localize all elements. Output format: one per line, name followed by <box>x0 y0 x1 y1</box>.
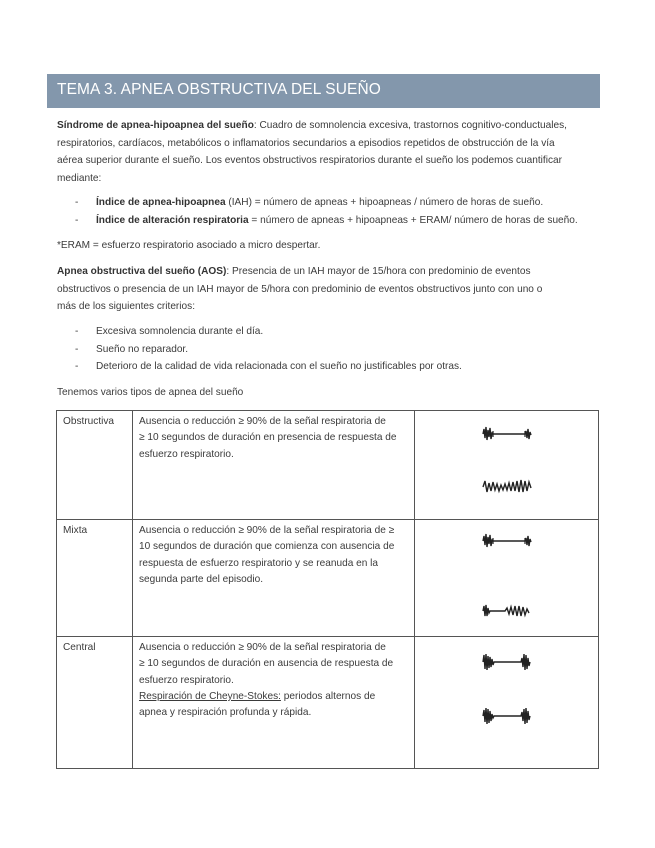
waveform-cell <box>415 411 599 520</box>
description-line: esfuerzo respiratorio. <box>139 448 234 460</box>
intro-line: : Cuadro de somnolencia excesiva, trastornos cognitivo-conductuales, <box>253 120 567 131</box>
list-dash: - <box>75 215 79 226</box>
list-dash: - <box>75 344 79 355</box>
description-cell <box>133 520 415 637</box>
aos-line: más de los siguientes criterios: <box>57 301 196 313</box>
description-cell <box>133 411 415 520</box>
description-line: segunda parte del episodio. <box>139 573 264 585</box>
aos-line: obstructivos o presencia de un IAH mayor de 5/hora con predominio de eventos obstructivos junto con uno o <box>57 283 543 295</box>
table-row <box>57 411 599 520</box>
description-line: ≥ 10 segundos de duración en presencia de respuesta de <box>139 432 397 444</box>
description-line: periodos alternos de <box>280 690 376 702</box>
index-term: Índice de apnea-hipoapnea <box>96 197 226 208</box>
table-row <box>57 520 599 637</box>
eram-note: *ERAM = esfuerzo respiratorio asociado a micro despertar. <box>57 240 321 251</box>
types-intro: Tenemos varios tipos de apnea del sueño <box>57 387 244 398</box>
waveform-cell <box>415 520 599 637</box>
description-line: apnea y respiración profunda y rápida. <box>139 707 312 719</box>
intro-line: respiratorios, cardíacos, metabólicos o inflamatorios secundarios a episodios repetidos de obstrucción de la vía <box>57 137 555 149</box>
index-term: Índice de alteración respiratoria <box>96 215 249 226</box>
type-cell: Obstructiva <box>57 411 133 520</box>
airflow-waveform-icon <box>481 528 537 554</box>
airflow-waveform-icon <box>481 649 537 675</box>
index-text: (IAH) = número de apneas + hipoapneas / número de horas de sueño. <box>225 197 544 208</box>
effort-waveform-icon <box>481 473 537 499</box>
cheyne-stokes-term: Respiración de Cheyne-Stokes: <box>139 690 281 702</box>
airflow-waveform-icon <box>481 421 537 447</box>
description-line: Ausencia o reducción ≥ 90% de la señal respiratoria de <box>139 642 386 653</box>
index-text: = número de apneas + hipoapneas + ERAM/ número de horas de sueño. <box>248 215 578 226</box>
list-dash: - <box>75 361 79 372</box>
page-title: TEMA 3. APNEA OBSTRUCTIVA DEL SUEÑO <box>47 74 600 108</box>
description-line: esfuerzo respiratorio. <box>139 674 234 686</box>
criteria-text: Excesiva somnolencia durante el día. <box>96 326 264 337</box>
description-line: 10 segundos de duración que comienza con ausencia de <box>139 541 395 553</box>
apnea-types-table <box>56 410 599 769</box>
description-line: ≥ 10 segundos de duración en ausencia de respuesta de <box>139 658 394 670</box>
waveform-cell <box>415 637 599 769</box>
description-line: Ausencia o reducción ≥ 90% de la señal respiratoria de ≥ <box>139 525 395 536</box>
intro-term: Síndrome de apnea-hipoapnea del sueño <box>57 120 254 131</box>
list-dash: - <box>75 197 79 208</box>
description-cell <box>133 637 415 769</box>
intro-paragraph <box>57 117 602 187</box>
criteria-text: Deterioro de la calidad de vida relacionada con el sueño no justificables por otras. <box>96 361 462 372</box>
list-dash: - <box>75 326 79 337</box>
type-cell: Central <box>57 637 133 769</box>
intro-line: mediante: <box>57 172 102 184</box>
aos-line: : Presencia de un IAH mayor de 15/hora con predominio de eventos <box>226 266 531 277</box>
criteria-text: Sueño no reparador. <box>96 344 189 355</box>
intro-line: aérea superior durante el sueño. Los eventos obstructivos respiratorios durante el sueño los podemos cuantificar <box>57 155 562 167</box>
description-line: respuesta de esfuerzo respiratorio y se reanuda en la <box>139 557 379 569</box>
aos-term: Apnea obstructiva del sueño (AOS) <box>57 266 227 277</box>
description-line: Ausencia o reducción ≥ 90% de la señal respiratoria de <box>139 416 386 427</box>
type-cell: Mixta <box>57 520 133 637</box>
table-row <box>57 637 599 769</box>
effort-waveform-icon <box>481 703 537 729</box>
effort-waveform-icon <box>481 598 537 624</box>
aos-paragraph <box>57 263 602 316</box>
